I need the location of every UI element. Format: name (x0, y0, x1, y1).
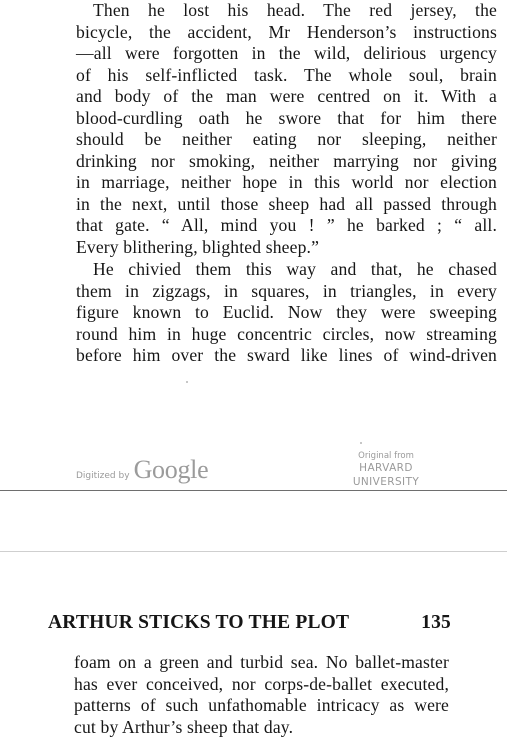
text-line: cut by Arthur’s sheep that day. (74, 716, 294, 737)
text-line: of his self-inflicted task. The whole soul, brain (76, 64, 497, 85)
digitized-label: Digitized by (76, 471, 130, 481)
running-head (48, 612, 451, 634)
text-line: Every blithering, blighted sheep.” (76, 236, 320, 257)
text-line: them in zigzags, in squares, in triangles, in every (76, 280, 497, 301)
google-logo: Google (133, 455, 209, 484)
paragraph-3 (74, 652, 449, 738)
text-line: and body of the man were centred on it. With a (76, 86, 497, 106)
scan-speck (360, 442, 362, 444)
page-gap (0, 491, 507, 551)
text-line: figure known to Euclid. Now they were sweeping (76, 302, 497, 322)
text-line: bicycle, the accident, Mr Henderson’s instructions (76, 21, 497, 42)
page-number: 135 (421, 612, 451, 633)
text-line: blood-curdling oath he swore that for him there (76, 107, 497, 128)
text-line: He chivied them this way and that, he chased (93, 259, 497, 279)
page-divider (0, 551, 507, 552)
text-line: has ever conceived, nor corps-de-ballet executed, (74, 673, 449, 694)
original-source: HARVARD UNIVERSITY (352, 462, 420, 488)
text-line: —all were forgotten in the wild, delirious urgency (76, 43, 497, 63)
paragraph-1 (76, 0, 497, 258)
text-line: foam on a green and turbid sea. No ballet-master (74, 652, 449, 672)
original-label: Original from (358, 451, 414, 461)
text-line: Then he lost his head. The red jersey, the (93, 0, 497, 20)
text-line: drinking nor smoking, neither marrying nor giving (76, 150, 497, 171)
text-line: that gate. “ All, mind you ! ” he barked ; “ all. (76, 215, 497, 235)
scan-speck (186, 381, 188, 383)
text-line: patterns of such unfathomable intricacy as were (74, 695, 449, 715)
original-from-watermark (326, 451, 446, 489)
text-line: before him over the sward like lines of wind-driven (76, 345, 497, 365)
text-line: should be neither eating nor sleeping, neither (76, 129, 497, 149)
running-head-title: ARTHUR STICKS TO THE PLOT (48, 612, 350, 633)
text-line: in the next, until those sheep had all passed through (76, 193, 497, 214)
digitized-by-watermark (76, 455, 209, 484)
text-line: round him in huge concentric circles, now streaming (76, 323, 497, 344)
paragraph-2 (76, 259, 497, 367)
text-line: in marriage, neither hope in this world nor election (76, 172, 497, 192)
